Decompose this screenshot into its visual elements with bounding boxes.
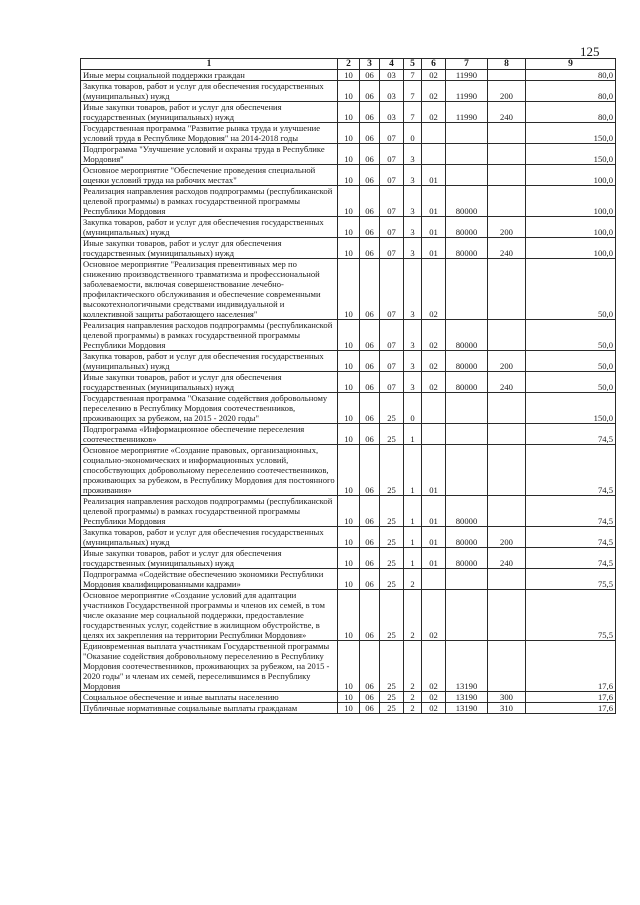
expense-type-cell <box>488 569 526 590</box>
direction-code-cell <box>446 393 488 424</box>
table-row <box>81 217 616 238</box>
subprogram-code-cell: 3 <box>404 238 422 259</box>
activity-code-cell: 01 <box>422 496 446 527</box>
subprogram-code-cell: 1 <box>404 445 422 496</box>
row-name-cell: Закупка товаров, работ и услуг для обеспечения государственных (муниципальных) нужд <box>81 81 338 102</box>
direction-code-cell <box>446 259 488 320</box>
section-code-cell: 10 <box>338 186 360 217</box>
section-code-cell: 10 <box>338 496 360 527</box>
row-name-cell: Реализация направления расходов подпрограммы (республиканской целевой программы) в рамках государственной программы Республики Мордовия <box>81 186 338 217</box>
subprogram-code-cell: 3 <box>404 259 422 320</box>
subprogram-code-cell: 3 <box>404 165 422 186</box>
program-code-cell: 07 <box>380 144 404 165</box>
amount-cell: 50,0 <box>526 320 616 351</box>
subprogram-code-cell: 3 <box>404 144 422 165</box>
direction-code-cell: 80000 <box>446 351 488 372</box>
table-row <box>81 527 616 548</box>
subsection-code-cell: 06 <box>360 590 380 641</box>
subprogram-code-cell: 2 <box>404 641 422 692</box>
subsection-code-cell: 06 <box>360 569 380 590</box>
row-name-cell: Публичные нормативные социальные выплаты гражданам <box>81 703 338 714</box>
direction-code-cell: 80000 <box>446 217 488 238</box>
section-code-cell: 10 <box>338 238 360 259</box>
activity-code-cell: 01 <box>422 165 446 186</box>
amount-cell: 74,5 <box>526 445 616 496</box>
activity-code-cell: 02 <box>422 81 446 102</box>
expense-type-cell: 200 <box>488 217 526 238</box>
header-row <box>81 59 616 70</box>
table-row <box>81 123 616 144</box>
section-code-cell: 10 <box>338 320 360 351</box>
program-code-cell: 25 <box>380 703 404 714</box>
expense-type-cell <box>488 70 526 81</box>
activity-code-cell: 01 <box>422 217 446 238</box>
subsection-code-cell: 06 <box>360 144 380 165</box>
amount-cell: 50,0 <box>526 351 616 372</box>
activity-code-cell: 01 <box>422 527 446 548</box>
row-name-cell: Социальное обеспечение и иные выплаты населению <box>81 692 338 703</box>
subsection-code-cell: 06 <box>360 445 380 496</box>
amount-cell: 150,0 <box>526 123 616 144</box>
subprogram-code-cell: 7 <box>404 81 422 102</box>
direction-code-cell <box>446 590 488 641</box>
subsection-code-cell: 06 <box>360 372 380 393</box>
section-code-cell: 10 <box>338 445 360 496</box>
activity-code-cell <box>422 144 446 165</box>
table-row <box>81 238 616 259</box>
table-row <box>81 692 616 703</box>
expense-type-cell: 300 <box>488 692 526 703</box>
direction-code-cell: 80000 <box>446 372 488 393</box>
program-code-cell: 25 <box>380 590 404 641</box>
amount-cell: 150,0 <box>526 144 616 165</box>
expense-type-cell <box>488 445 526 496</box>
subsection-code-cell: 06 <box>360 259 380 320</box>
table-row <box>81 259 616 320</box>
subsection-code-cell: 06 <box>360 641 380 692</box>
table-row <box>81 641 616 692</box>
direction-code-cell <box>446 165 488 186</box>
section-code-cell: 10 <box>338 692 360 703</box>
activity-code-cell: 02 <box>422 351 446 372</box>
section-code-cell: 10 <box>338 703 360 714</box>
amount-cell: 100,0 <box>526 217 616 238</box>
program-code-cell: 25 <box>380 569 404 590</box>
program-code-cell: 25 <box>380 641 404 692</box>
subprogram-code-cell: 3 <box>404 351 422 372</box>
page-number: 125 <box>580 44 600 59</box>
activity-code-cell <box>422 393 446 424</box>
expense-type-cell <box>488 144 526 165</box>
expense-type-cell: 240 <box>488 102 526 123</box>
row-name-cell: Государственная программа "Развитие рынка труда и улучшение условий труда в Республике Мордовия" на 2014-2018 годы <box>81 123 338 144</box>
table-row <box>81 445 616 496</box>
table-row <box>81 424 616 445</box>
activity-code-cell: 01 <box>422 445 446 496</box>
amount-cell: 50,0 <box>526 372 616 393</box>
expense-type-cell <box>488 641 526 692</box>
activity-code-cell: 01 <box>422 548 446 569</box>
program-code-cell: 07 <box>380 217 404 238</box>
subsection-code-cell: 06 <box>360 496 380 527</box>
activity-code-cell <box>422 569 446 590</box>
expense-type-cell <box>488 123 526 144</box>
section-code-cell: 10 <box>338 372 360 393</box>
activity-code-cell: 02 <box>422 703 446 714</box>
activity-code-cell: 02 <box>422 372 446 393</box>
row-name-cell: Основное мероприятие "Обеспечение проведения специальной оценки условий труда на рабочих местах" <box>81 165 338 186</box>
table-row <box>81 569 616 590</box>
expense-type-cell <box>488 186 526 217</box>
row-name-cell: Основное мероприятие «Создание условий для адаптации участников Государственной программы и членов их семей, в том числе оказание мер социальной поддержки, предоставление государственных услуг, содействие в жилищном обустройстве, в целях их закрепления на территории Республики Мордовия» <box>81 590 338 641</box>
amount-cell: 74,5 <box>526 496 616 527</box>
row-name-cell: Подпрограмма «Информационное обеспечение переселения соотечественников» <box>81 424 338 445</box>
subprogram-code-cell: 2 <box>404 692 422 703</box>
program-code-cell: 07 <box>380 165 404 186</box>
expense-type-cell: 240 <box>488 238 526 259</box>
program-code-cell: 25 <box>380 496 404 527</box>
section-code-cell: 10 <box>338 144 360 165</box>
subsection-code-cell: 06 <box>360 320 380 351</box>
program-code-cell: 07 <box>380 238 404 259</box>
amount-cell: 100,0 <box>526 238 616 259</box>
direction-code-cell <box>446 144 488 165</box>
expense-type-cell <box>488 165 526 186</box>
amount-cell: 100,0 <box>526 165 616 186</box>
section-code-cell: 10 <box>338 641 360 692</box>
activity-code-cell: 02 <box>422 70 446 81</box>
row-name-cell: Реализация направления расходов подпрограммы (республиканской целевой программы) в рамках государственной программы Республики Мордовия <box>81 496 338 527</box>
header-cell: 9 <box>526 59 616 70</box>
program-code-cell: 07 <box>380 372 404 393</box>
program-code-cell: 07 <box>380 351 404 372</box>
direction-code-cell: 13190 <box>446 692 488 703</box>
row-name-cell: Единовременная выплата участникам Государственной программы "Оказание содействия добровольному переселению в Республику Мордовия соотечественников, проживающих за рубежом, на 2015 - 2020 годы" и членам их семей, переселившимся в Республику Мордовия <box>81 641 338 692</box>
header-cell: 5 <box>404 59 422 70</box>
subprogram-code-cell: 7 <box>404 70 422 81</box>
section-code-cell: 10 <box>338 424 360 445</box>
table-row <box>81 70 616 81</box>
table-row <box>81 81 616 102</box>
subprogram-code-cell: 3 <box>404 217 422 238</box>
activity-code-cell: 02 <box>422 641 446 692</box>
direction-code-cell: 11990 <box>446 70 488 81</box>
section-code-cell: 10 <box>338 527 360 548</box>
section-code-cell: 10 <box>338 351 360 372</box>
header-cell: 1 <box>81 59 338 70</box>
table-row <box>81 496 616 527</box>
section-code-cell: 10 <box>338 123 360 144</box>
amount-cell: 75,5 <box>526 569 616 590</box>
expense-type-cell: 200 <box>488 81 526 102</box>
subsection-code-cell: 06 <box>360 351 380 372</box>
program-code-cell: 25 <box>380 692 404 703</box>
amount-cell: 17,6 <box>526 692 616 703</box>
table-row <box>81 703 616 714</box>
program-code-cell: 07 <box>380 123 404 144</box>
activity-code-cell: 01 <box>422 238 446 259</box>
direction-code-cell: 11990 <box>446 102 488 123</box>
direction-code-cell: 80000 <box>446 320 488 351</box>
activity-code-cell: 02 <box>422 692 446 703</box>
amount-cell: 74,5 <box>526 424 616 445</box>
section-code-cell: 10 <box>338 81 360 102</box>
direction-code-cell: 13190 <box>446 703 488 714</box>
program-code-cell: 03 <box>380 102 404 123</box>
row-name-cell: Иные закупки товаров, работ и услуг для обеспечения государственных (муниципальных) нужд <box>81 102 338 123</box>
activity-code-cell: 02 <box>422 320 446 351</box>
section-code-cell: 10 <box>338 217 360 238</box>
section-code-cell: 10 <box>338 393 360 424</box>
section-code-cell: 10 <box>338 70 360 81</box>
section-code-cell: 10 <box>338 569 360 590</box>
subsection-code-cell: 06 <box>360 217 380 238</box>
header-cell: 7 <box>446 59 488 70</box>
subprogram-code-cell: 2 <box>404 569 422 590</box>
subsection-code-cell: 06 <box>360 692 380 703</box>
program-code-cell: 07 <box>380 320 404 351</box>
subsection-code-cell: 06 <box>360 393 380 424</box>
row-name-cell: Основное мероприятие «Создание правовых, организационных, социально-экономических и информационных условий, способствующих добровольному переселению соотечественников, проживающих за рубежом, в Республику Мордовия для постоянного проживания» <box>81 445 338 496</box>
activity-code-cell: 02 <box>422 590 446 641</box>
activity-code-cell <box>422 424 446 445</box>
header-cell: 3 <box>360 59 380 70</box>
amount-cell: 74,5 <box>526 548 616 569</box>
amount-cell: 17,6 <box>526 641 616 692</box>
header-cell: 4 <box>380 59 404 70</box>
subprogram-code-cell: 1 <box>404 424 422 445</box>
subprogram-code-cell: 7 <box>404 102 422 123</box>
row-name-cell: Основное мероприятие "Реализация превентивных мер по снижению производственного травматизма и профессиональной заболеваемости, включая совершенствование лечебно-профилактического обслуживания и обеспечение современными высокотехнологичными средствами индивидуальной и коллективной защиты работающего населения" <box>81 259 338 320</box>
section-code-cell: 10 <box>338 102 360 123</box>
program-code-cell: 25 <box>380 445 404 496</box>
table-row <box>81 165 616 186</box>
subprogram-code-cell: 2 <box>404 590 422 641</box>
subsection-code-cell: 06 <box>360 123 380 144</box>
expense-type-cell <box>488 496 526 527</box>
program-code-cell: 25 <box>380 548 404 569</box>
program-code-cell: 25 <box>380 527 404 548</box>
amount-cell: 80,0 <box>526 102 616 123</box>
table-row <box>81 102 616 123</box>
subprogram-code-cell: 2 <box>404 703 422 714</box>
subprogram-code-cell: 0 <box>404 123 422 144</box>
table-row <box>81 590 616 641</box>
subprogram-code-cell: 3 <box>404 372 422 393</box>
amount-cell: 75,5 <box>526 590 616 641</box>
section-code-cell: 10 <box>338 165 360 186</box>
table-row <box>81 548 616 569</box>
row-name-cell: Закупка товаров, работ и услуг для обеспечения государственных (муниципальных) нужд <box>81 217 338 238</box>
table-row <box>81 320 616 351</box>
subprogram-code-cell: 1 <box>404 527 422 548</box>
row-name-cell: Подпрограмма «Содействие обеспечению экономики Республики Мордовия квалифицированными кадрами» <box>81 569 338 590</box>
section-code-cell: 10 <box>338 259 360 320</box>
amount-cell: 17,6 <box>526 703 616 714</box>
row-name-cell: Государственная программа "Оказание содействия добровольному переселению в Республику Мордовия соотечественников, проживающих за рубежом, на 2015 - 2020 годы" <box>81 393 338 424</box>
table-row <box>81 393 616 424</box>
subsection-code-cell: 06 <box>360 186 380 217</box>
subprogram-code-cell: 0 <box>404 393 422 424</box>
direction-code-cell: 13190 <box>446 641 488 692</box>
amount-cell: 80,0 <box>526 70 616 81</box>
header-cell: 6 <box>422 59 446 70</box>
program-code-cell: 07 <box>380 186 404 217</box>
subprogram-code-cell: 1 <box>404 496 422 527</box>
row-name-cell: Иные меры социальной поддержки граждан <box>81 70 338 81</box>
expense-type-cell: 200 <box>488 351 526 372</box>
subsection-code-cell: 06 <box>360 81 380 102</box>
subsection-code-cell: 06 <box>360 102 380 123</box>
direction-code-cell: 80000 <box>446 527 488 548</box>
row-name-cell: Закупка товаров, работ и услуг для обеспечения государственных (муниципальных) нужд <box>81 351 338 372</box>
expense-type-cell <box>488 424 526 445</box>
expense-type-cell <box>488 393 526 424</box>
header-cell: 2 <box>338 59 360 70</box>
amount-cell: 100,0 <box>526 186 616 217</box>
expense-type-cell <box>488 320 526 351</box>
row-name-cell: Подпрограмма "Улучшение условий и охраны труда в Республике Мордовия" <box>81 144 338 165</box>
activity-code-cell <box>422 123 446 144</box>
expense-type-cell <box>488 259 526 320</box>
amount-cell: 80,0 <box>526 81 616 102</box>
row-name-cell: Реализация направления расходов подпрограммы (республиканской целевой программы) в рамках государственной программы Республики Мордовия <box>81 320 338 351</box>
subprogram-code-cell: 1 <box>404 548 422 569</box>
budget-table <box>80 58 616 714</box>
expense-type-cell: 240 <box>488 372 526 393</box>
direction-code-cell: 11990 <box>446 81 488 102</box>
direction-code-cell: 80000 <box>446 548 488 569</box>
subprogram-code-cell: 3 <box>404 320 422 351</box>
expense-type-cell: 240 <box>488 548 526 569</box>
row-name-cell: Иные закупки товаров, работ и услуг для обеспечения государственных (муниципальных) нужд <box>81 238 338 259</box>
amount-cell: 150,0 <box>526 393 616 424</box>
direction-code-cell: 80000 <box>446 496 488 527</box>
subsection-code-cell: 06 <box>360 165 380 186</box>
subprogram-code-cell: 3 <box>404 186 422 217</box>
table-row <box>81 372 616 393</box>
program-code-cell: 25 <box>380 393 404 424</box>
subsection-code-cell: 06 <box>360 527 380 548</box>
table-row <box>81 186 616 217</box>
program-code-cell: 03 <box>380 70 404 81</box>
subsection-code-cell: 06 <box>360 238 380 259</box>
activity-code-cell: 02 <box>422 102 446 123</box>
section-code-cell: 10 <box>338 548 360 569</box>
direction-code-cell <box>446 569 488 590</box>
direction-code-cell <box>446 424 488 445</box>
program-code-cell: 25 <box>380 424 404 445</box>
section-code-cell: 10 <box>338 590 360 641</box>
program-code-cell: 03 <box>380 81 404 102</box>
subsection-code-cell: 06 <box>360 70 380 81</box>
subsection-code-cell: 06 <box>360 548 380 569</box>
header-cell: 8 <box>488 59 526 70</box>
row-name-cell: Иные закупки товаров, работ и услуг для обеспечения государственных (муниципальных) нужд <box>81 372 338 393</box>
activity-code-cell: 02 <box>422 259 446 320</box>
expense-type-cell <box>488 590 526 641</box>
activity-code-cell: 01 <box>422 186 446 217</box>
subsection-code-cell: 06 <box>360 424 380 445</box>
amount-cell: 74,5 <box>526 527 616 548</box>
direction-code-cell: 80000 <box>446 186 488 217</box>
row-name-cell: Закупка товаров, работ и услуг для обеспечения государственных (муниципальных) нужд <box>81 527 338 548</box>
amount-cell: 50,0 <box>526 259 616 320</box>
direction-code-cell <box>446 123 488 144</box>
expense-type-cell: 310 <box>488 703 526 714</box>
subsection-code-cell: 06 <box>360 703 380 714</box>
direction-code-cell: 80000 <box>446 238 488 259</box>
program-code-cell: 07 <box>380 259 404 320</box>
table-row <box>81 144 616 165</box>
direction-code-cell <box>446 445 488 496</box>
row-name-cell: Иные закупки товаров, работ и услуг для обеспечения государственных (муниципальных) нужд <box>81 548 338 569</box>
expense-type-cell: 200 <box>488 527 526 548</box>
table-row <box>81 351 616 372</box>
